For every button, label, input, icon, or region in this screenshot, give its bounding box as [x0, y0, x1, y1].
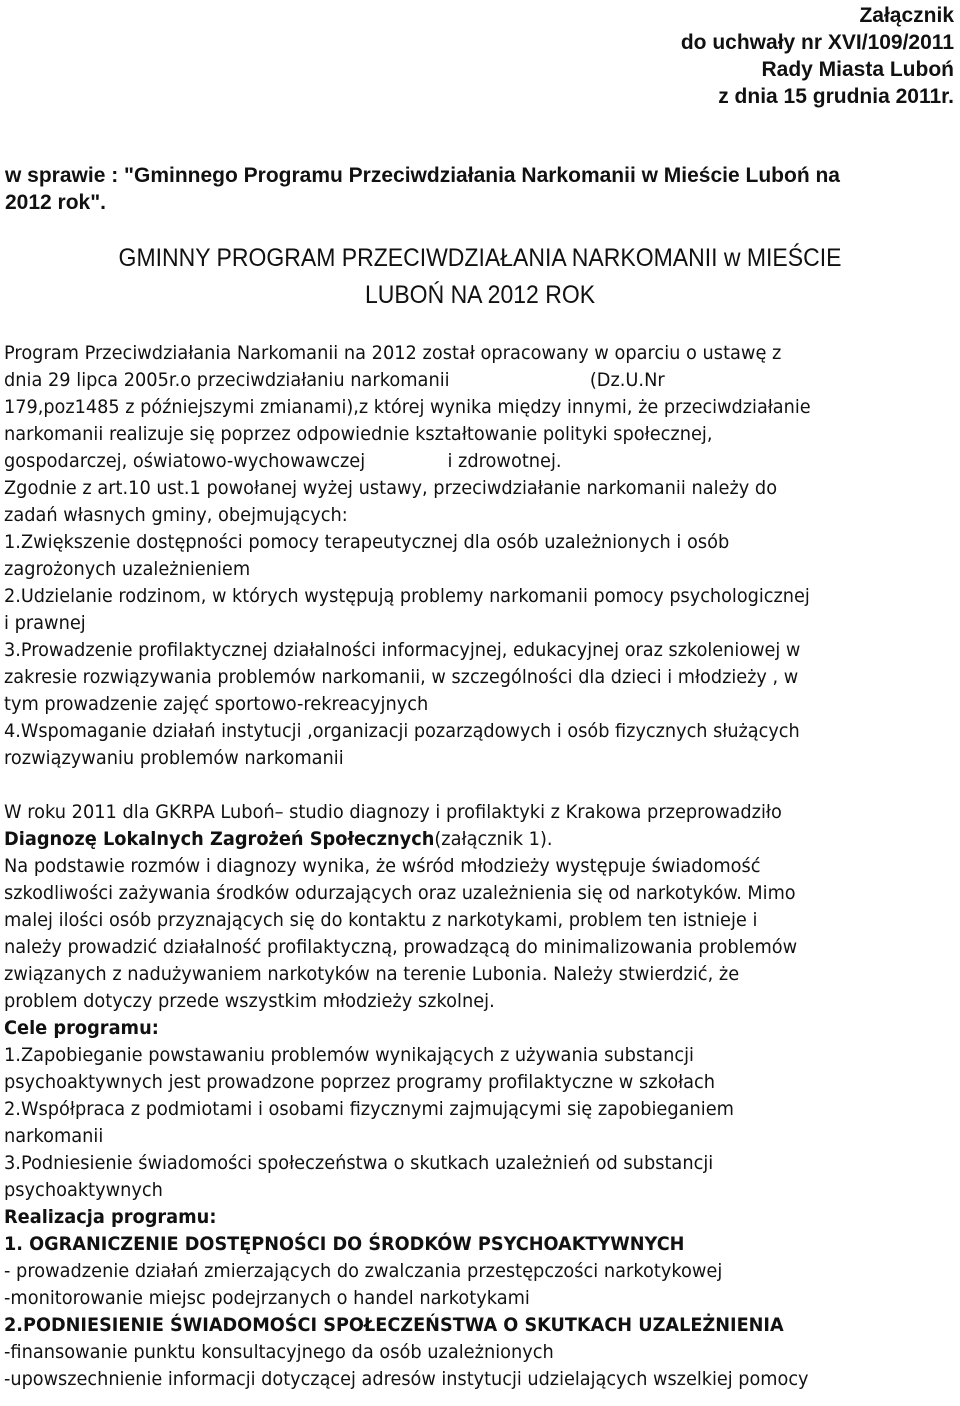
- goal-line-5: 3.Podniesienie świadomości społeczeństwa o skutkach uzależnień od substancji: [4, 1152, 714, 1174]
- intro-line-12: 3.Prowadzenie profilaktycznej działalności informacyjnej, edukacyjnej oraz szkoleniowej w: [4, 639, 801, 661]
- goal-line-2: psychoaktywnych jest prowadzone poprzez programy profilaktyczne w szkołach: [4, 1071, 716, 1093]
- diagnosis-line-6: należy prowadzić działalność profilaktyczną, prowadzącą do minimalizowania problemów: [4, 936, 798, 958]
- intro-line-11: i prawnej: [4, 612, 86, 634]
- intro-line-3: 179,poz1485 z późniejszymi zmianami),z której wynika między innymi, że przeciwdziałanie: [4, 396, 811, 418]
- diagnosis-line-4: szkodliwości zażywania środków odurzających oraz uzależnienia się od narkotyków. Mimo: [4, 882, 796, 904]
- section-1-line-1: - prowadzenie działań zmierzających do zwalczania przestępczości narkotykowej: [4, 1260, 723, 1282]
- intro-line-7: zadań własnych gminy, obejmujących:: [4, 504, 348, 526]
- diagnosis-line-8: problem dotyczy przede wszystkim młodzieży szkolnej.: [4, 990, 495, 1012]
- intro-line-5: [4, 448, 562, 475]
- subject-line-1: w sprawie : "Gminnego Programu Przeciwdziałania Narkomanii w Mieście Luboń na: [5, 164, 840, 187]
- council-name: Rady Miasta Luboń: [761, 58, 954, 81]
- intro-line-2a: dnia 29 lipca 2005r.o przeciwdziałaniu narkomanii: [4, 369, 450, 391]
- intro-line-5b: i zdrowotnej.: [447, 450, 562, 472]
- attachment-label: Załącznik: [859, 4, 954, 27]
- program-title-line-1: GMINNY PROGRAM PRZECIWDZIAŁANIA NARKOMANII w MIEŚCIE: [118, 244, 842, 272]
- intro-line-14: tym prowadzenie zajęć sportowo-rekreacyjnych: [4, 693, 429, 715]
- intro-line-9: zagrożonych uzależnieniem: [4, 558, 251, 580]
- program-title-line-2: LUBOŃ NA 2012 ROK: [364, 281, 596, 309]
- diagnosis-title: Diagnozę Lokalnych Zagrożeń Społecznych: [4, 828, 435, 850]
- section-2-heading: 2.PODNIESIENIE ŚWIADOMOŚCI SPOŁECZEŃSTWA O SKUTKACH UZALEŻNIENIA: [4, 1314, 784, 1336]
- goal-line-3: 2.Współpraca z podmiotami i osobami fizycznymi zajmującymi się zapobieganiem: [4, 1098, 734, 1120]
- intro-line-2b: (Dz.U.Nr: [589, 369, 665, 391]
- intro-line-13: zakresie rozwiązywania problemów narkomanii, w szczególności dla dzieci i młodzieży , w: [4, 666, 799, 688]
- section-1-line-2: -monitorowanie miejsc podejrzanych o handel narkotykami: [4, 1287, 530, 1309]
- intro-line-10: 2.Udzielanie rodzinom, w których występują problemy narkomanii pomocy psychologicznej: [4, 585, 810, 607]
- subject-line-2: 2012 rok".: [5, 191, 107, 214]
- intro-line-16: rozwiązywaniu problemów narkomanii: [4, 747, 344, 769]
- diagnosis-attachment-ref: (załącznik 1).: [434, 828, 553, 850]
- diagnosis-line-3: Na podstawie rozmów i diagnozy wynika, że wśród młodzieży występuje świadomość: [4, 855, 761, 877]
- goal-line-6: psychoaktywnych: [4, 1179, 163, 1201]
- intro-line-2: [4, 367, 665, 394]
- diagnosis-line-5: malej ilości osób przyznających się do kontaktu z narkotykami, problem ten istnieje i: [4, 909, 758, 931]
- intro-line-4: narkomanii realizuje się poprzez odpowiednie kształtowanie polityki społecznej,: [4, 423, 713, 445]
- diagnosis-line-1: W roku 2011 dla GKRPA Luboń– studio diagnozy i profilaktyki z Krakowa przeprowadziło: [4, 801, 782, 823]
- goal-line-1: 1.Zapobieganie powstawaniu problemów wynikających z używania substancji: [4, 1044, 694, 1066]
- intro-line-1: Program Przeciwdziałania Narkomanii na 2012 został opracowany w oparciu o ustawę z: [4, 342, 782, 364]
- intro-line-5a: gospodarczej, oświatowo-wychowawczej: [4, 450, 366, 472]
- diagnosis-line-2: [4, 826, 553, 853]
- resolution-date: z dnia 15 grudnia 2011r.: [718, 85, 954, 108]
- resolution-number: do uchwały nr XVI/109/2011: [680, 31, 954, 54]
- intro-line-6: Zgodnie z art.10 ust.1 powołanej wyżej ustawy, przeciwdziałanie narkomanii należy do: [4, 477, 778, 499]
- intro-line-15: 4.Wspomaganie działań instytucji ,organizacji pozarządowych i osób fizycznych służących: [4, 720, 800, 742]
- diagnosis-line-7: związanych z nadużywaniem narkotyków na terenie Lubonia. Należy stwierdzić, że: [4, 963, 740, 985]
- goals-heading: Cele programu:: [4, 1017, 159, 1039]
- section-2-line-2: -upowszechnienie informacji dotyczącej adresów instytucji udzielających wszelkiej pomocy: [4, 1368, 809, 1390]
- intro-line-8: 1.Zwiększenie dostępności pomocy terapeutycznej dla osób uzależnionych i osób: [4, 531, 730, 553]
- goal-line-4: narkomanii: [4, 1125, 104, 1147]
- section-1-heading: 1. OGRANICZENIE DOSTĘPNOŚCI DO ŚRODKÓW PSYCHOAKTYWNYCH: [4, 1233, 685, 1255]
- realization-heading: Realizacja programu:: [4, 1206, 217, 1228]
- section-2-line-1: -finansowanie punktu konsultacyjnego da osób uzależnionych: [4, 1341, 554, 1363]
